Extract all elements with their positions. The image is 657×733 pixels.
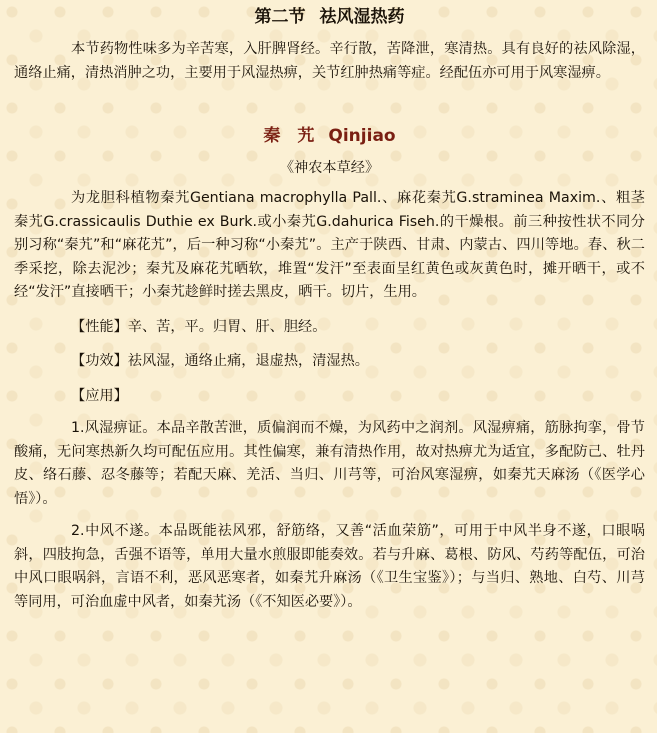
herb-application-heading: 【应用】 (71, 387, 128, 404)
section-heading-number: 第二节 (254, 7, 306, 27)
herb-source: 《神农本草经》 (279, 160, 380, 176)
herb-description-paragraph: 为龙胆科植物秦艽Gentiana macrophylla Pall.、麻花秦艽G.straminea Maxim.、粗茎秦艽G.crassicaulis Duthie ex Burk.或小秦艽G.dahurica Fiseh.的干燥根。前三种按性状不同分别习称“秦艽”和“麻花艽”，后一种习称“小秦艽”。主产于陕西、甘肃、内蒙古、四川等地。春、秋二季采挖，除去泥沙；秦艽及麻花艽晒软，堆置“发汗”至表面呈红黄色或灰黄色时，摊开晒干，或不经“发汗”直接晒干；小秦艽趁鲜时搓去黑皮，晒干。切片，生用。 (14, 190, 645, 300)
herb-properties: 【性能】辛、苦，平。归胃、肝、胆经。 (71, 318, 327, 335)
herb-application-2: 2.中风不遂。本品既能祛风邪，舒筋络，又善“活血荣筋”，可用于中风半身不遂，口眼㖞斜，四肢拘急，舌强不语等，单用大量水煎服即能奏效。若与升麻、葛根、防风、芍药等配伍，可治中风口眼㖞斜，言语不利，恶风恶寒者，如秦艽升麻汤（《卫生宝鉴》）；与当归、熟地、白芍、川芎等同用，可治血虚中风者，如秦艽汤（《不知医必要》）。 (14, 523, 645, 610)
herb-application-1: 1.风湿痹证。本品辛散苦泄，质偏润而不燥，为风药中之润剂。风湿痹痛，筋脉拘挛，骨节酸痛，无问寒热新久均可配伍应用。其性偏寒，兼有清热作用，故对热痹尤为适宜，多配防己、牡丹皮、络石藤、忍冬藤等；若配天麻、羌活、当归、川芎等，可治风寒湿痹，如秦艽天麻汤（《医学心悟》）。 (14, 420, 645, 507)
herb-title (14, 121, 645, 151)
herb-pinyin: Qinjiao (328, 126, 396, 146)
herb-effects: 【功效】祛风湿，通络止痛，退虚热，清湿热。 (71, 353, 369, 369)
herb-name: 秦 艽 (263, 126, 315, 146)
section-intro-paragraph: 本节药物性味多为辛苦寒，入肝脾肾经。辛行散，苦降泄，寒清热。具有良好的祛风除湿，通络止痛，清热消肿之功，主要用于风湿热痹，关节红肿热痛等症。经配伍亦可用于风寒湿痹。 (14, 41, 645, 81)
section-heading (14, 0, 645, 34)
section-heading-name: 祛风湿热药 (319, 7, 405, 27)
